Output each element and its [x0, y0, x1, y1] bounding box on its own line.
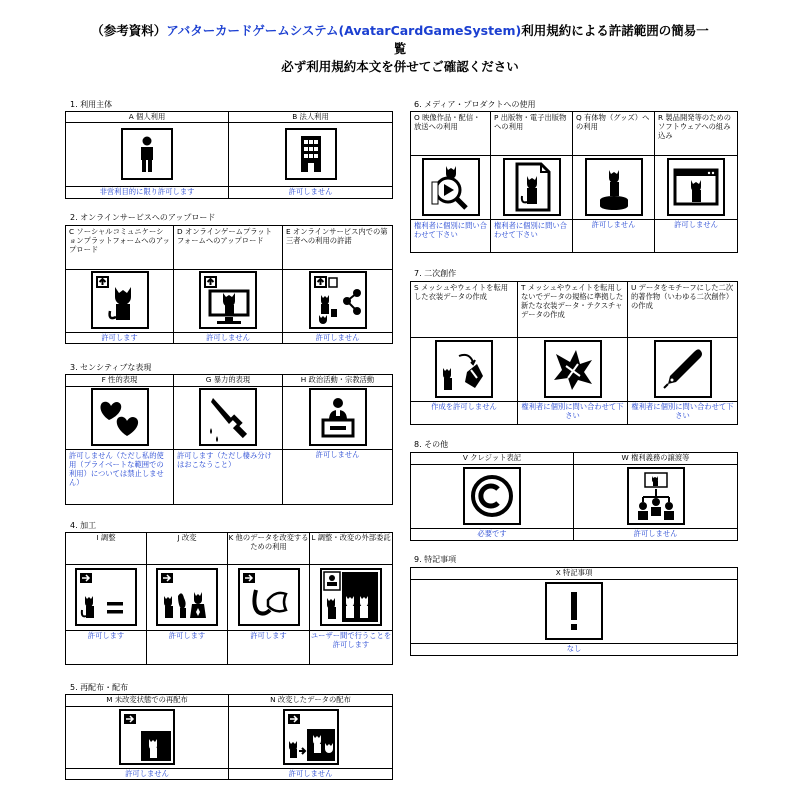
- header-n: N 改変したデータの配布: [229, 695, 393, 707]
- exclamation-icon: [545, 582, 603, 640]
- header-i: I 調整: [66, 533, 147, 565]
- result-e: 許可しません: [283, 333, 393, 344]
- cell-w-icon: [574, 465, 738, 529]
- result-r: 許可しません: [655, 220, 738, 253]
- cell-k-icon: [228, 565, 310, 631]
- result-p: 権利者に個別に問い合わせて下さい: [491, 220, 573, 253]
- header-o: O 映像作品・配信・放送への利用: [411, 112, 491, 156]
- publication-icon: [503, 158, 561, 216]
- person-icon: [121, 128, 173, 180]
- header-b: B 法人利用: [229, 112, 393, 123]
- modify-other-icon: [238, 568, 300, 626]
- section-6-heading: 6. メディア・プロダクトへの使用: [414, 100, 536, 109]
- section-1-heading: 1. 利用主体: [70, 100, 113, 109]
- cell-l-icon: [310, 565, 393, 631]
- cell-p-icon: [491, 156, 573, 220]
- section-5-table: [65, 694, 393, 780]
- result-s: 作成を許可しません: [411, 402, 518, 425]
- podium-icon: [309, 388, 367, 446]
- cell-v-icon: [411, 465, 574, 529]
- section-2-heading: 2. オンラインサービスへのアップロード: [70, 213, 216, 222]
- cell-h-icon: [283, 387, 393, 450]
- result-l: ユーザー間で行うことを許可します: [310, 631, 393, 665]
- cell-m-icon: [66, 707, 229, 769]
- result-j: 許可します: [147, 631, 228, 665]
- result-b: 許可しません: [229, 187, 393, 199]
- section-8-heading: 8. その他: [414, 440, 449, 449]
- result-f: 許可しません（ただし私的使用（プライベートな範囲での利用）については禁止しません）: [66, 450, 174, 505]
- section-2-table: [65, 225, 393, 344]
- title-system-name: アバターカードゲームシステム(AvatarCardGameSystem): [166, 23, 522, 38]
- copyright-icon: [463, 467, 521, 525]
- header-k: K 他のデータを改変するための利用: [228, 533, 310, 565]
- cell-a-icon: [66, 123, 229, 187]
- header-f: F 性的表現: [66, 375, 174, 387]
- cell-o-icon: [411, 156, 491, 220]
- cell-j-icon: [147, 565, 228, 631]
- result-n: 許可しません: [229, 769, 393, 780]
- cell-g-icon: [174, 387, 283, 450]
- result-c: 許可します: [66, 333, 174, 344]
- section-9-table: [410, 567, 738, 656]
- cell-c-icon: [66, 270, 174, 333]
- result-o: 権利者に個別に問い合わせて下さい: [411, 220, 491, 253]
- header-t: T メッシュやウェイトを転用しないでデータの規格に準拠した新たな衣装データ・テクスチャデータの作成: [518, 282, 628, 338]
- share-third-party-icon: [309, 271, 367, 329]
- result-q: 許可しません: [573, 220, 655, 253]
- document-title: [60, 22, 740, 58]
- result-u: 権利者に個別に問い合わせて下さい: [628, 402, 738, 425]
- cell-n-icon: [229, 707, 393, 769]
- section-4-heading: 4. 加工: [70, 521, 97, 530]
- distribute-modified-icon: [283, 709, 339, 765]
- header-h: H 政治活動・宗教活動: [283, 375, 393, 387]
- header-v: V クレジット表記: [411, 453, 574, 465]
- result-a: 非営利目的に限り許可します: [66, 187, 229, 199]
- cell-t-icon: [518, 338, 628, 402]
- header-a: A 個人利用: [66, 112, 229, 123]
- goods-icon: [585, 158, 643, 216]
- document-subtitle: 必ず利用規約本文を併せてご確認ください: [281, 59, 519, 74]
- header-c: C ソーシャルコミュニケーションプラットフォームへのアップロード: [66, 226, 174, 270]
- header-s: S メッシュやウェイトを転用した衣装データの作成: [411, 282, 518, 338]
- cell-d-icon: [174, 270, 283, 333]
- result-m: 許可しません: [66, 769, 229, 780]
- cell-x-icon: [411, 580, 738, 644]
- result-k: 許可します: [228, 631, 310, 665]
- section-7-table: [410, 281, 738, 425]
- cell-e-icon: [283, 270, 393, 333]
- result-h: 許可しません: [283, 450, 393, 505]
- header-g: G 暴力的表現: [174, 375, 283, 387]
- transfer-rights-icon: [627, 467, 685, 525]
- pen-icon: [654, 340, 712, 398]
- cell-i-icon: [66, 565, 147, 631]
- header-j: J 改変: [147, 533, 228, 565]
- upload-avatar-icon: [91, 271, 149, 329]
- header-l: L 調整・改変の外部委託: [310, 533, 393, 565]
- section-1-table: [65, 111, 393, 199]
- header-p: P 出版物・電子出版物への利用: [491, 112, 573, 156]
- header-d: D オンラインゲームプラットフォームへのアップロード: [174, 226, 283, 270]
- result-x: なし: [411, 644, 738, 656]
- adjust-icon: [75, 568, 137, 626]
- section-4-table: [65, 532, 393, 665]
- cell-b-icon: [229, 123, 393, 187]
- header-e: E オンラインサービス内での第三者への利用の許諾: [283, 226, 393, 270]
- title-suffix: 利用規約による許諾範囲の簡易一: [521, 23, 709, 38]
- title-line2: 覧: [393, 41, 407, 56]
- header-w: W 権利義務の譲渡等: [574, 453, 738, 465]
- result-t: 権利者に個別に問い合わせて下さい: [518, 402, 628, 425]
- section-9-heading: 9. 特記事項: [414, 555, 457, 564]
- section-8-table: [410, 452, 738, 541]
- section-6-table: [410, 111, 738, 253]
- header-x: X 特記事項: [411, 568, 738, 580]
- building-icon: [285, 128, 337, 180]
- section-5-heading: 5. 再配布・配布: [70, 683, 129, 692]
- cell-s-icon: [411, 338, 518, 402]
- hearts-icon: [91, 388, 149, 446]
- header-r: R 製品開発等のためのソフトウェアへの組み込み: [655, 112, 738, 156]
- upload-monitor-icon: [199, 271, 257, 329]
- cell-f-icon: [66, 387, 174, 450]
- video-icon: [422, 158, 480, 216]
- mesh-transfer-icon: [435, 340, 493, 398]
- outsource-icon: [320, 568, 382, 626]
- knife-icon: [199, 388, 257, 446]
- header-m: M 未改変状態での再配布: [66, 695, 229, 707]
- cell-u-icon: [628, 338, 738, 402]
- header-q: Q 有体物（グッズ）への利用: [573, 112, 655, 156]
- result-v: 必要です: [411, 529, 574, 541]
- software-icon: [667, 158, 725, 216]
- modify-icon: [156, 568, 218, 626]
- header-u: U データをモチーフにした二次的著作物（いわゆる二次創作）の作成: [628, 282, 738, 338]
- title-prefix: （参考資料）: [91, 23, 167, 38]
- result-i: 許可します: [66, 631, 147, 665]
- new-costume-icon: [544, 340, 602, 398]
- section-3-table: [65, 374, 393, 505]
- result-w: 許可しません: [574, 529, 738, 541]
- redistribute-icon: [119, 709, 175, 765]
- cell-q-icon: [573, 156, 655, 220]
- cell-r-icon: [655, 156, 738, 220]
- section-7-heading: 7. 二次創作: [414, 269, 457, 278]
- result-d: 許可しません: [174, 333, 283, 344]
- section-3-heading: 3. センシティブな表現: [70, 363, 152, 372]
- result-g: 許可します（ただし棲み分けはおこなうこと）: [174, 450, 283, 505]
